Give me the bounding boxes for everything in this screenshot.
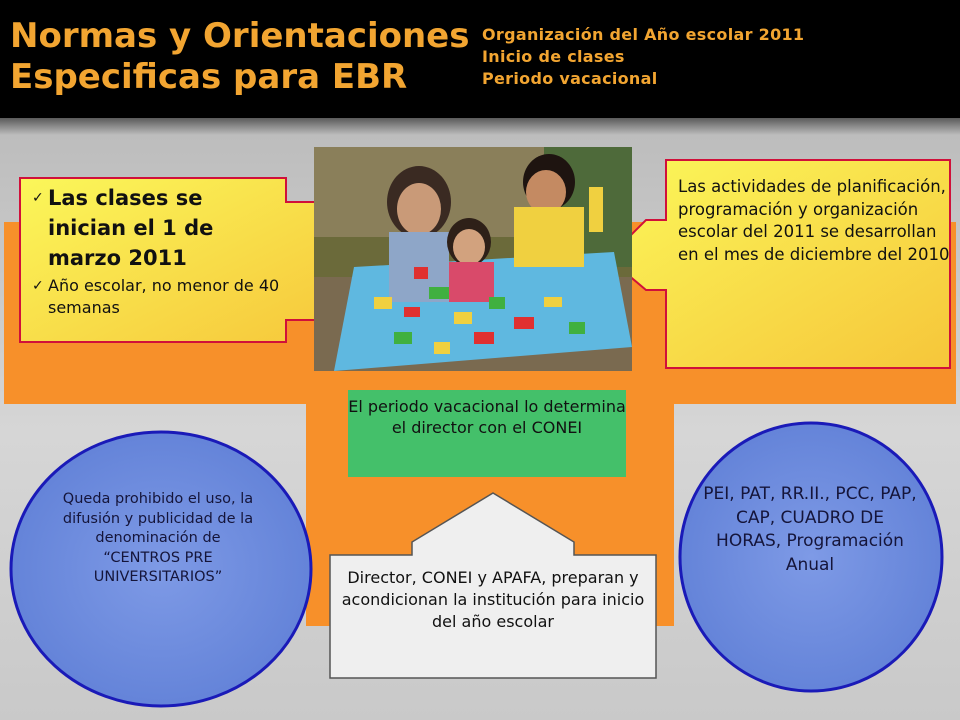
title-line-1: Normas y Orientaciones bbox=[10, 16, 470, 56]
topics-list bbox=[482, 24, 804, 90]
vacation-period-box: El periodo vacacional lo determina el director con el CONEI bbox=[348, 390, 626, 477]
slide-title bbox=[10, 16, 469, 98]
prohibition-text: Queda prohibido el uso, la difusión y publicidad de la denominación de “CENTROS PRE UNIVERSITARIOS” bbox=[62, 491, 254, 585]
bullet-item bbox=[32, 275, 282, 319]
topic-item: Organización del Año escolar 2011 bbox=[482, 25, 805, 44]
left-callout-text bbox=[32, 183, 282, 319]
title-line-2: Especificas para EBR bbox=[10, 57, 408, 97]
right-callout-text: Las actividades de planificación, programación y organización escolar del 2011 se desarrollan en el mes de diciembre del 2010 bbox=[678, 177, 950, 264]
preparation-text: Director, CONEI y APAFA, preparan y acondicionan la institución para inicio del año escolar bbox=[341, 568, 645, 631]
topic-item: Periodo vacacional bbox=[482, 69, 658, 88]
checkmark-icon: ✓ bbox=[32, 190, 44, 206]
bullet-item bbox=[32, 183, 282, 273]
school-year-text: Año escolar, no menor de 40 semanas bbox=[48, 276, 280, 317]
topic-item: Inicio de clases bbox=[482, 47, 625, 66]
documents-text: PEI, PAT, RR.II., PCC, PAP, CAP, CUADRO DE HORAS, Programación Anual bbox=[703, 484, 917, 575]
children-playing-blocks-photo bbox=[314, 147, 632, 371]
checkmark-icon: ✓ bbox=[32, 278, 44, 294]
start-date-text: Las clases se inician el 1 de marzo 2011 bbox=[48, 186, 214, 270]
